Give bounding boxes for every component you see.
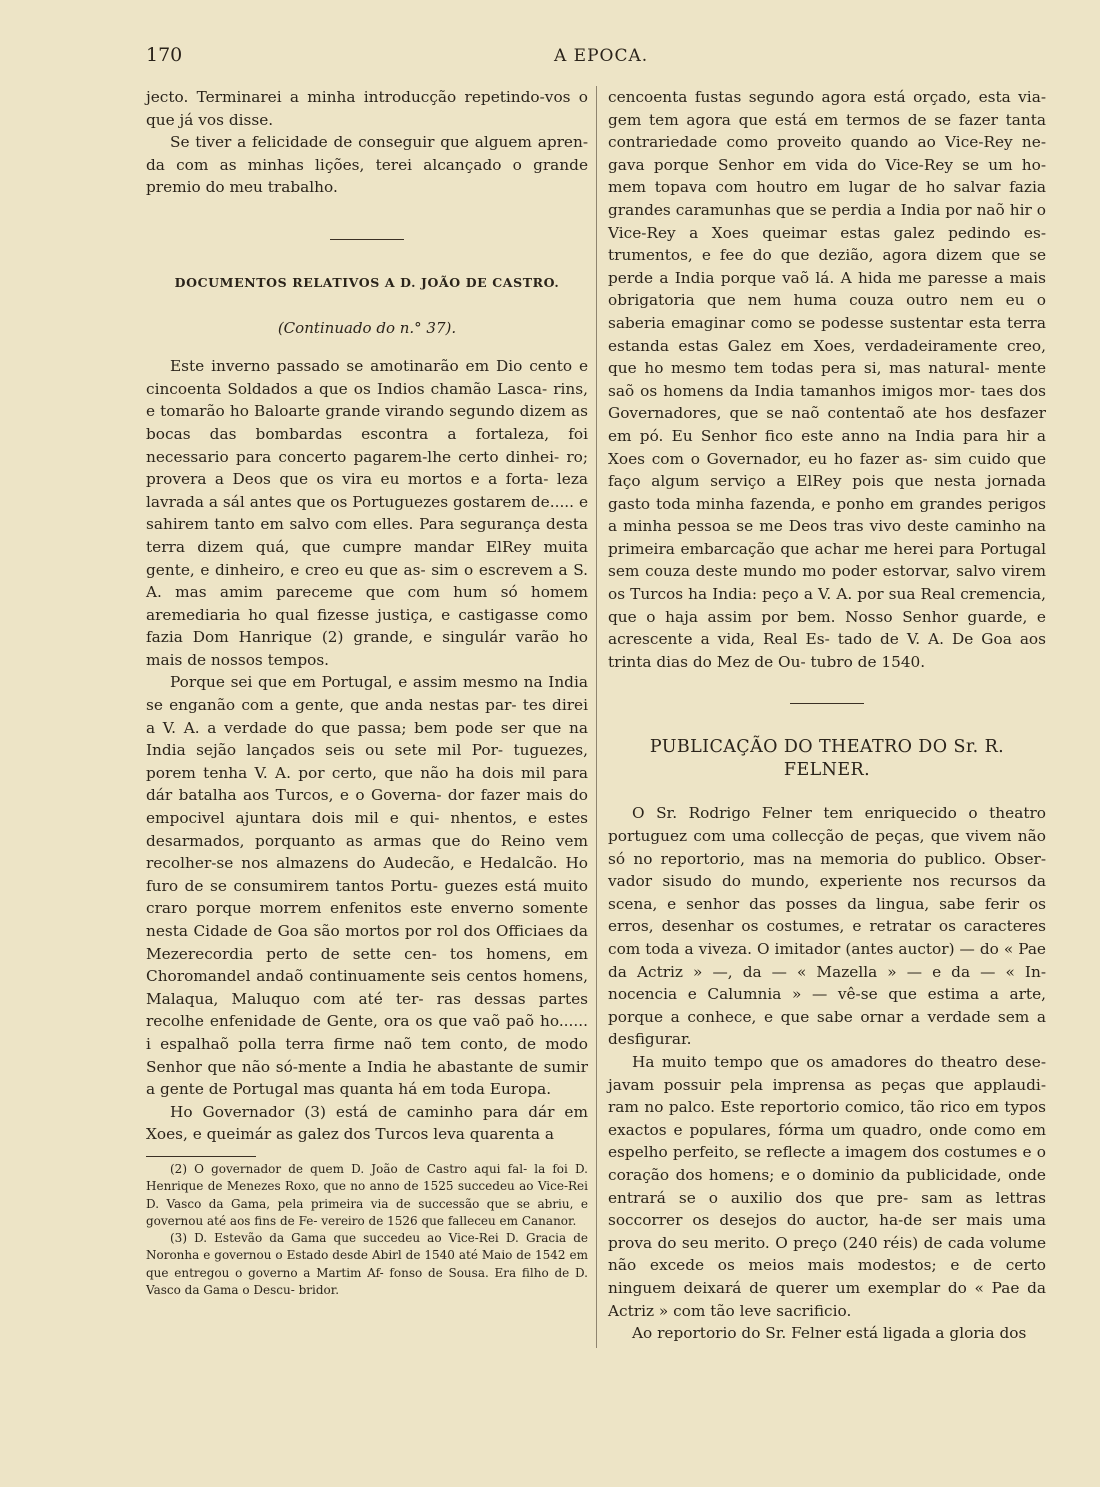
running-header — [146, 44, 1040, 72]
right-column — [608, 86, 1046, 1345]
document-paragraph-1: Este inverno passado se amotinarão em Dio cento e cincoenta Soldados a que os Indios chamão Lasca- rins, e tomarão ho Baloarte grande virando segundo dizem as bocas das bombardas escontra a fortaleza, foi necessario para concerto pagarem-lhe certo dinhei- ro; provera a Deos que os vira eu mortos e a forta- leza lavrada a sál antes que os Portuguezes gostarem de..... e sahirem tanto em salvo com elles. Para segurança desta terra dizem quá, que cumpre mandar ElRey muita gente, e dinheiro, e creo eu que as- sim o escrevem a S. A. mas amim pareceme que com hum só homem aremediaria ho qual fizesse justiça, e castigasse como fazia Dom Hanrique (2) grande, e singulár varão ho mais de nossos tempos. — [146, 357, 588, 669]
theatre-paragraph-3: Ao reportorio do Sr. Felner está ligada a gloria dos — [632, 1324, 1027, 1343]
page-number: 170 — [146, 44, 183, 66]
document-paragraph-3: Ho Governador (3) está de caminho para dár em Xoes, e queimár as galez dos Turcos leva quarenta a — [146, 1102, 588, 1144]
continued-note: (Continuado do n.° 37). — [277, 318, 457, 337]
intro-paragraph-2: Se tiver a felicidade de conseguir que alguem apren- da com as minhas lições, terei alcançado o grande premio do meu trabalho. — [146, 133, 588, 197]
column-divider — [596, 86, 597, 1348]
theatre-paragraph-1: O Sr. Rodrigo Felner tem enriquecido o theatro portuguez com uma collecção de peças, que vivem não só no reportorio, mas na memoria do publico. Obser- vador sisudo do mundo, experiente nos recursos da scena, e senhor das posses da lingua, sabe ferir os erros, desenhar os costumes, e retratar os caracteres com toda a viveza. O imitador (antes auctor) — do « Pae da Actriz » —, da — « Mazella » — e da — « In- nocencia e Calumnia » — vê-se que estima a arte, porque a conhece, e que sabe ornar a verdade sem a desfigurar. — [608, 804, 1046, 1049]
left-column — [146, 86, 588, 1299]
letter-continuation: cencoenta fustas segundo agora está orçado, esta via- gem tem agora que está em termos de se fazer tanta contrariedade como proveito quando ao Vice-Rey ne- gava porque Senhor em vida do Vice-Rey se um ho- mem topava com houtro em lugar de ho salvar fazia grandes caramunhas que se perdia a India por naõ hir o Vice-Rey a Xoes queimar estas galez pedindo es- trumentos, e fee do que dezião, agora dizem que se perde a India porque vaõ lá. A hida me paresse a mais obrigatoria que nem huma couza outro nem eu o saberia emaginar como se podesse sustentar esta terra estanda estas Galez em Xoes, verdadeiramente creo, que ho mesmo tem todas pera si, mas natural- mente saõ os homens da India tamanhos imigos mor- taes dos Governadores, que se naõ contentaõ ate hos desfazer em pó. Eu Senhor fico este anno na India para hir a Xoes com o Governador, eu ho fazer as- sim cuido que faço algum serviço a ElRey pois que nesta jornada gasto toda minha fazenda, e ponho em grandes perigos a minha pessoa se me Deos tras vivo deste caminho na primeira embarcação que achar me herei para Portugal sem couza deste mundo mo poder estorvar, salvo virem os Turcos ha India: peço a V. A. por sua Real cremencia, que o haja assim por bem. Nosso Senhor guarde, e acrescente a vida, Real Es- tado de V. A. De Goa aos trinta dias do Mez de Ou- tubro de 1540. — [608, 88, 1046, 671]
theatre-paragraph-2: Ha muito tempo que os amadores do theatro dese- javam possuir pela imprensa as peças que applaudi- ram no palco. Este reportorio comico, tão rico em typos exactos e populares, fórma um quadro, onde como em espelho perfeito, se reflecte a imagem dos costumes e o coração dos homens; e o dominio da publicidade, onde entrará se o auxilio dos que pre- sam as lettras soccorrer os desejos do auctor, ha-de ser mais uma prova do seu merito. O preço (240 réis) de cada volume não excede os meios mais modestos; e de certo ninguem deixará de querer um exemplar do « Pae da Actriz » com tão leve sacrificio. — [608, 1052, 1046, 1320]
section-title: DOCUMENTOS RELATIVOS A D. JOÃO DE CASTRO. — [174, 274, 560, 290]
journal-title: A EPOCA. — [554, 46, 649, 66]
theatre-section-title: PUBLICAÇÃO DO THEATRO DO Sr. R. FELNER. — [649, 737, 1005, 781]
intro-paragraph-1: jecto. Terminarei a minha introducção repetindo-vos o que já vos disse. — [146, 88, 588, 129]
footnote-separator — [146, 1156, 256, 1157]
footnote-3: (3) D. Estevão da Gama que succedeu ao Vice-Rei D. Gracia de Noronha e governou o Estado desde Abirl de 1540 até Maio de 1542 em que entregou o governo a Martim Af- fonso de Sousa. Era filho de D. Vasco da Gama o Descu- bridor. — [146, 1231, 588, 1298]
document-paragraph-2: Porque sei que em Portugal, e assim mesmo na India se enganão com a gente, que anda nestas par- tes direi a V. A. a verdade do que passa; bem pode ser que na India sejão lançados seis ou sete mil Por- tuguezes, porem tenha V. A. por certo, que não ha dois mil para dár batalha aos Turcos, e o Governa- dor fazer mais do empocivel ajuntara dois mil e qui- nhentos, e estes desarmados, porquanto as armas que do Reino vem recolher-se nos almazens do Audecão, e Hedalcão. Ho furo de se consumirem tantos Portu- guezes está muito craro porque morrem enfenitos este enverno somente nesta Cidade de Goa são mortos por rol dos Officiaes da Mezerecordia perto de sette cen- tos homens, em Choromandel andaõ continuamente seis centos homens, Malaqua, Maluquo com até ter- ras dessas partes recolhe enfenidade de Gente, ora os que vaõ paõ ho...... i espalhaõ polla terra firme naõ tem conto, de modo Senhor que não só-mente a India he abastante de sumir a gente de Portugal mas quanta há em toda Europa. — [146, 673, 588, 1099]
footnote-2: (2) O governador de quem D. João de Castro aqui fal- la foi D. Henrique de Menezes Roxo, que no anno de 1525 succedeu ao Vice-Rei D. Vasco da Gama, pela primeira via de successão que se abriu, e governou até aos fins de Fe- vereiro de 1526 que falleceu em Cananor. — [146, 1161, 588, 1228]
